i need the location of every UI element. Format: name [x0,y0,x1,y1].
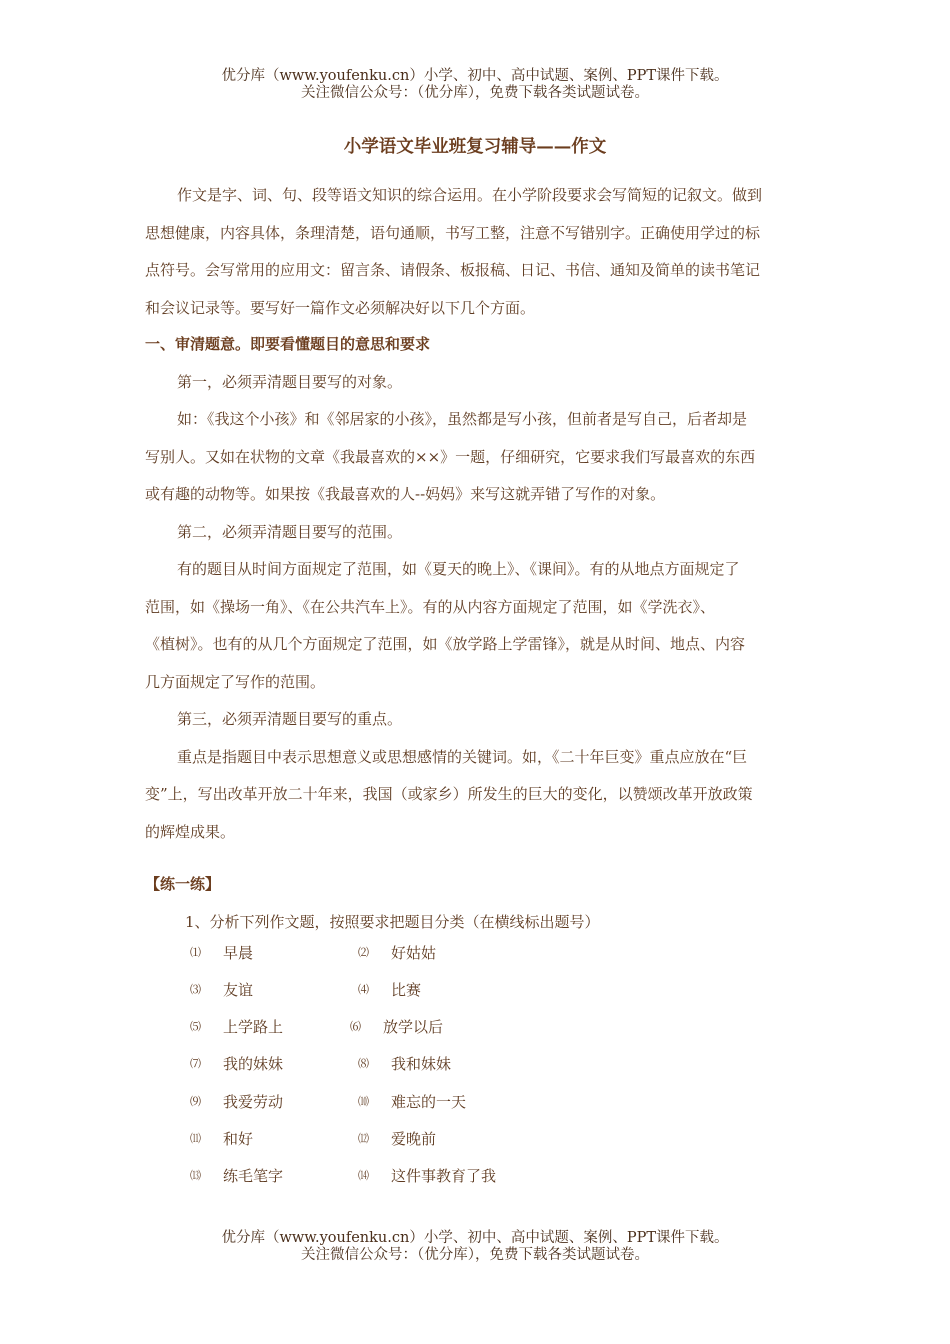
point-1-line: 如：《我这个小孩》和《邻居家的小孩》，虽然都是写小孩，但前者是写自己，后者却是 [177,410,748,428]
section-heading: 一、审清题意。即要看懂题目的意思和要求 [145,335,431,353]
footer-line-1: 优分库（www.youfenku.cn）小学、初中、高中试题、案例、PPT课件下载。 [221,1230,729,1246]
header [0,68,950,102]
header-line-2: 关注微信公众号：（优分库），免费下载各类试题试卷。 [301,85,649,101]
intro-paragraph [145,177,800,327]
topic-number: ⑺ [190,1057,201,1070]
point-2-line: 《植树》。也有的从几个方面规定了范围，如《放学路上学雷锋》，就是从时间、地点、内容 [145,635,746,653]
topic-label: 这件事教育了我 [391,1167,497,1185]
point-3-line: 重点是指题目中表示思想意义或思想感情的关键词。如，《二十年巨变》重点应放在“巨 [177,747,748,766]
topic-number: ⑾ [190,1132,201,1145]
point-1-line: 或有趣的动物等。如果按《我最喜欢的人--妈妈》来写这就弄错了写作的对象。 [145,485,666,503]
intro-line: 思想健康，内容具体，条理清楚，语句通顺，书写工整，注意不写错别字。正确使用学过的标 [145,223,761,242]
point-2-line: 有的题目从时间方面规定了范围，如《夏天的晚上》、《课间》。有的从地点方面规定了 [177,560,740,578]
topic-label: 比赛 [391,981,422,999]
footer [0,1230,950,1264]
topic-label: 我和妹妹 [391,1055,452,1073]
topic-label: 放学以后 [383,1018,444,1036]
topic-label: 练毛笔字 [223,1167,284,1185]
intro-line: 和会议记录等。要写好一篇作文必须解决好以下几个方面。 [145,298,536,317]
topic-number: ⑻ [358,1057,369,1070]
topic-number: ⑷ [358,983,369,996]
intro-line: 点符号。会写常用的应用文：留言条、请假条、板报稿、日记、书信、通知及简单的读书笔记 [145,261,761,279]
point-3-line: 变”上，写出改革开放二十年来，我国（或家乡）所发生的巨大的变化，以赞颂改革开放政策 [145,785,753,803]
point-2-heading: 第二，必须弄清题目要写的范围。 [177,522,403,541]
practice-section [145,866,800,941]
topic-label: 我的妹妹 [223,1055,284,1073]
point-3-heading: 第三，必须弄清题目要写的重点。 [177,710,403,728]
topic-label: 好姑姑 [391,944,437,962]
header-line-1: 优分库（www.youfenku.cn）小学、初中、高中试题、案例、PPT课件下载。 [221,68,729,84]
topic-number: ⑹ [350,1020,361,1033]
topic-number: ⑼ [190,1095,201,1108]
topic-number: ⑶ [190,983,201,996]
topic-number: ⑸ [190,1020,201,1033]
point-1-line: 写别人。又如在状物的文章《我最喜欢的××》一题，仔细研究，它要求我们写最喜欢的东西 [145,447,756,466]
section-1 [145,326,800,851]
topic-number: ⒁ [358,1169,369,1182]
topic-number: ⑿ [358,1132,369,1145]
topic-number: ⑵ [358,946,369,959]
intro-line: 作文是字、词、句、段等语文知识的综合运用。在小学阶段要求会写简短的记叙文。做到 [177,186,763,204]
topic-label: 难忘的一天 [391,1093,467,1111]
footer-line-2: 关注微信公众号：（优分库），免费下载各类试题试卷。 [301,1247,649,1263]
topic-label: 上学路上 [223,1018,284,1036]
point-3-line: 的辉煌成果。 [145,822,236,841]
topic-label: 我爱劳动 [223,1093,284,1111]
topic-label: 友谊 [223,981,254,999]
practice-heading: 【练一练】 [145,875,221,893]
topic-number: ⑴ [190,946,201,959]
topic-number: ⒀ [190,1169,201,1182]
page-title: 小学语文毕业班复习辅导——作文 [343,137,607,157]
exercise-1-prompt: 1、分析下列作文题，按照要求把题目分类（在横线标出题号） [185,912,600,931]
topic-label: 爱晚前 [391,1130,437,1148]
topic-label: 早晨 [223,944,254,962]
topic-number: ⑽ [358,1095,369,1108]
point-2-line: 几方面规定了写作的范围。 [145,672,326,691]
point-1-heading: 第一，必须弄清题目要写的对象。 [177,372,403,391]
topic-label: 和好 [223,1130,254,1148]
point-2-line: 范围，如《操场一角》、《在公共汽车上》。有的从内容方面规定了范围，如《学洗衣》、 [145,597,716,616]
